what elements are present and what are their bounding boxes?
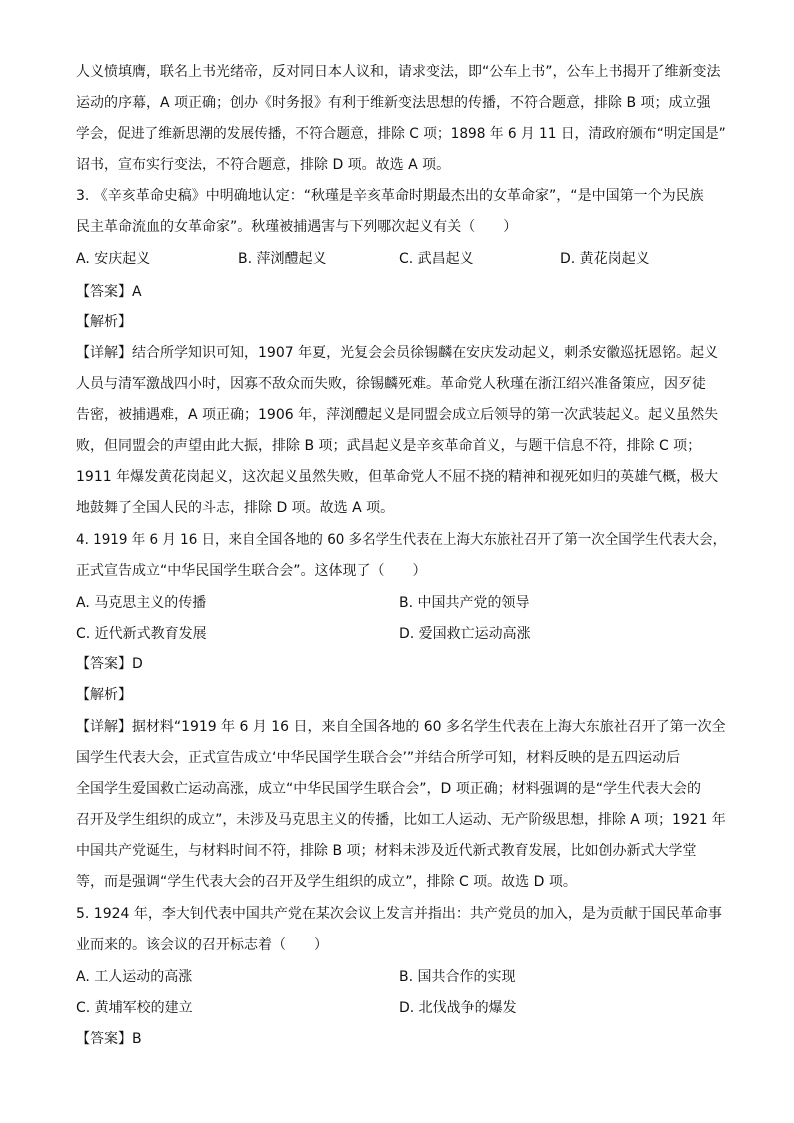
text-line: 全国学生爱国救亡运动高涨，成立“中华民国学生联合会”，D 项正确；材料强调的是“学生代表大会的 <box>76 781 701 797</box>
question-4-stem: 4. 1919 年 6 月 16 日，来自全国各地的 60 多名学生代表在上海大东旅社召开了第一次全国学生代表大会， <box>76 532 727 548</box>
text-line: 等，而是强调“学生代表大会的召开及学生组织的成立”，排除 C 项。故选 D 项。 <box>76 874 577 890</box>
text-line: 败，但同盟会的声望由此大振，排除 B 项；武昌起义是辛亥革命首义，与题干信息不符，排除 C 项； <box>76 438 702 454</box>
question-5-stem: 5. 1924 年，李大钊代表中国共产党在某次会议上发言并指出：共产党员的加入，是为贡献于国民革命事 <box>76 906 722 922</box>
text-line: 诏书，宣布实行变法，不符合题意，排除 D 项。故选 A 项。 <box>76 157 451 173</box>
text-line: 地鼓舞了全国人民的斗志，排除 D 项。故选 A 项。 <box>76 500 395 516</box>
answer-label: 【答案】B <box>76 1031 142 1047</box>
text-line: 召开及学生组织的成立”，未涉及马克思主义的传播，比如工人运动、无产阶级思想，排除 A 项；1921 年 <box>76 812 726 828</box>
text-line: 学会，促进了维新思潮的发展传播，不符合题意，排除 C 项；1898 年 6 月 11 日，清政府颁布“明定国是” <box>76 126 726 142</box>
answer-label: 【答案】A <box>76 284 142 300</box>
q5-option-a: A. 工人运动的高涨 <box>76 969 193 985</box>
text-line: 国学生代表大会，正式宣告成立‘中华民国学生联合会’”并结合所学可知，材料反映的是五四运动后 <box>76 750 681 766</box>
q5-option-b: B. 国共合作的实现 <box>399 969 516 985</box>
text-line: 【详解】据材料“1919 年 6 月 16 日，来自全国各地的 60 多名学生代表在上海大东旅社召开了第一次全 <box>76 719 726 735</box>
q5-option-c: C. 黄埔军校的建立 <box>76 1000 193 1016</box>
answer-label: 【答案】D <box>76 656 143 672</box>
text-line: 人员与清军激战四小时，因寡不敌众而失败，徐锡麟死难。革命党人秋瑾在浙江绍兴准备策应，因歹徒 <box>76 376 706 392</box>
text-line: 人义愤填膺，联名上书光绪帝，反对同日本人议和，请求变法，即“公车上书”，公车上书揭开了维新变法 <box>76 64 721 80</box>
text-line: 中国共产党诞生，与材料时间不符，排除 B 项；材料未涉及近代新式教育发展，比如创办新式大学堂 <box>76 843 697 859</box>
question-4-stem: 正式宣告成立“中华民国学生联合会”。这体现了（ ） <box>76 563 427 579</box>
q4-option-d: D. 爱国救亡运动高涨 <box>399 626 531 642</box>
text-line: 运动的序幕，A 项正确；创办《时务报》有利于维新变法思想的传播，不符合题意，排除 B 项；成立强 <box>76 95 711 111</box>
question-3-stem: 民主革命流血的女革命家”。秋瑾被捕遇害与下列哪次起义有关（ ） <box>76 219 518 235</box>
text-line: 【详解】结合所学知识可知，1907 年夏，光复会会员徐锡麟在安庆发动起义，刺杀安徽巡抚恩铭。起义 <box>76 345 719 361</box>
q3-option-d: D. 黄花岗起义 <box>560 251 650 267</box>
analysis-label: 【解析】 <box>76 314 132 330</box>
q4-option-a: A. 马克思主义的传播 <box>76 595 207 611</box>
question-5-stem: 业而来的。该会议的召开标志着（ ） <box>76 937 328 953</box>
text-line: 告密，被捕遇难，A 项正确；1906 年，萍浏醴起义是同盟会成立后领导的第一次武装起义。起义虽然失 <box>76 407 719 423</box>
q5-option-d: D. 北伐战争的爆发 <box>399 1000 517 1016</box>
question-3-stem: 3. 《辛亥革命史稿》中明确地认定：“秋瑾是辛亥革命时期最杰出的女革命家”，“是中国第一个为民族 <box>76 188 704 204</box>
q3-option-c: C. 武昌起义 <box>399 251 474 267</box>
q4-option-c: C. 近代新式教育发展 <box>76 626 207 642</box>
q3-option-b: B. 萍浏醴起义 <box>238 251 327 267</box>
q3-option-a: A. 安庆起义 <box>76 251 151 267</box>
q4-option-b: B. 中国共产党的领导 <box>399 595 530 611</box>
text-line: 1911 年爆发黄花岗起义，这次起义虽然失败，但革命党人不屈不挠的精神和视死如归的英雄气概，极大 <box>76 469 719 485</box>
analysis-label: 【解析】 <box>76 687 132 703</box>
